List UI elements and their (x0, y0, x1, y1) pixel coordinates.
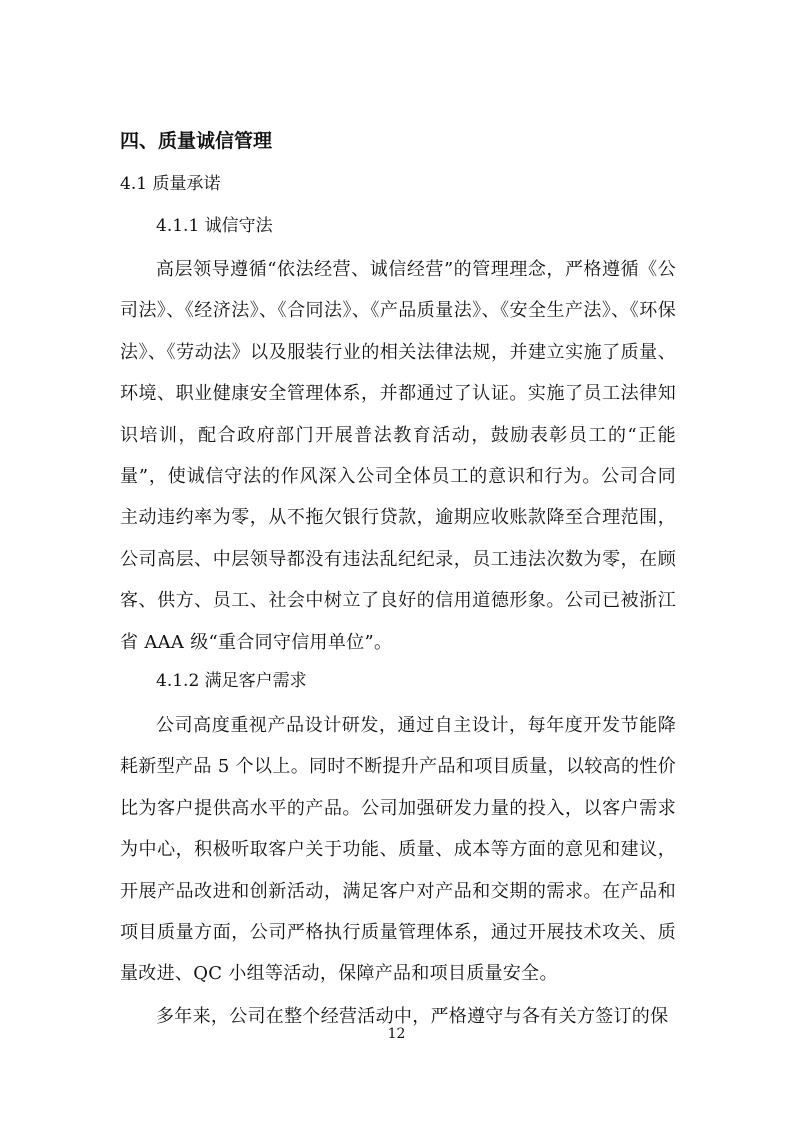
paragraph-continued: 多年来，公司在整个经营活动中，严格遵守与各有关方签订的保 (156, 1006, 669, 1027)
paragraph-customer-needs: 公司高度重视产品设计研发，通过自主设计，每年度开发节能降耗新型产品 5 个以上。同时不断提升产品和项目质量，以较高的性价比为客户提供高水平的产品。公司加强研发力量的投入，以客户需求为中心，积极听取客户关于功能、质量、成本等方面的意见和建议，开展产品改进和创新活动，满足客户对产品和交期的需求。在产品和项目质量方面，公司严格执行质量管理体系，通过开展技术攻关、质量改进、QC 小组等活动，保障产品和项目质量安全。 (120, 715, 676, 985)
paragraph-integrity: 高层领导遵循“依法经营、诚信经营”的管理理念，严格遵循《公司法》、《经济法》、《合同法》、《产品质量法》、《安全生产法》、《环保法》、《劳动法》以及服装行业的相关法律法规，并建立实施了质量、环境、职业健康安全管理体系，并都通过了认证。实施了员工法律知识培训，配合政府部门开展普法教育活动，鼓励表彰员工的“正能量”，使诚信守法的作风深入公司全体员工的意识和行为。公司合同主动违约率为零，从不拖欠银行贷款，逾期应收账款降至合理范围，公司高层、中层领导都没有违法乱纪纪录，员工违法次数为零，在顾客、供方、员工、社会中树立了良好的信用道德形象。公司已被浙江省 AAA 级“重合同守信用单位”。 (120, 259, 676, 653)
page-number: 12 (387, 1026, 406, 1042)
item-title-integrity: 4.1.1 诚信守法 (156, 216, 273, 236)
subsection-title: 4.1 质量承诺 (120, 174, 221, 194)
section-title: 四、质量诚信管理 (120, 130, 273, 152)
item-title-customer-needs: 4.1.2 满足客户需求 (156, 671, 307, 691)
